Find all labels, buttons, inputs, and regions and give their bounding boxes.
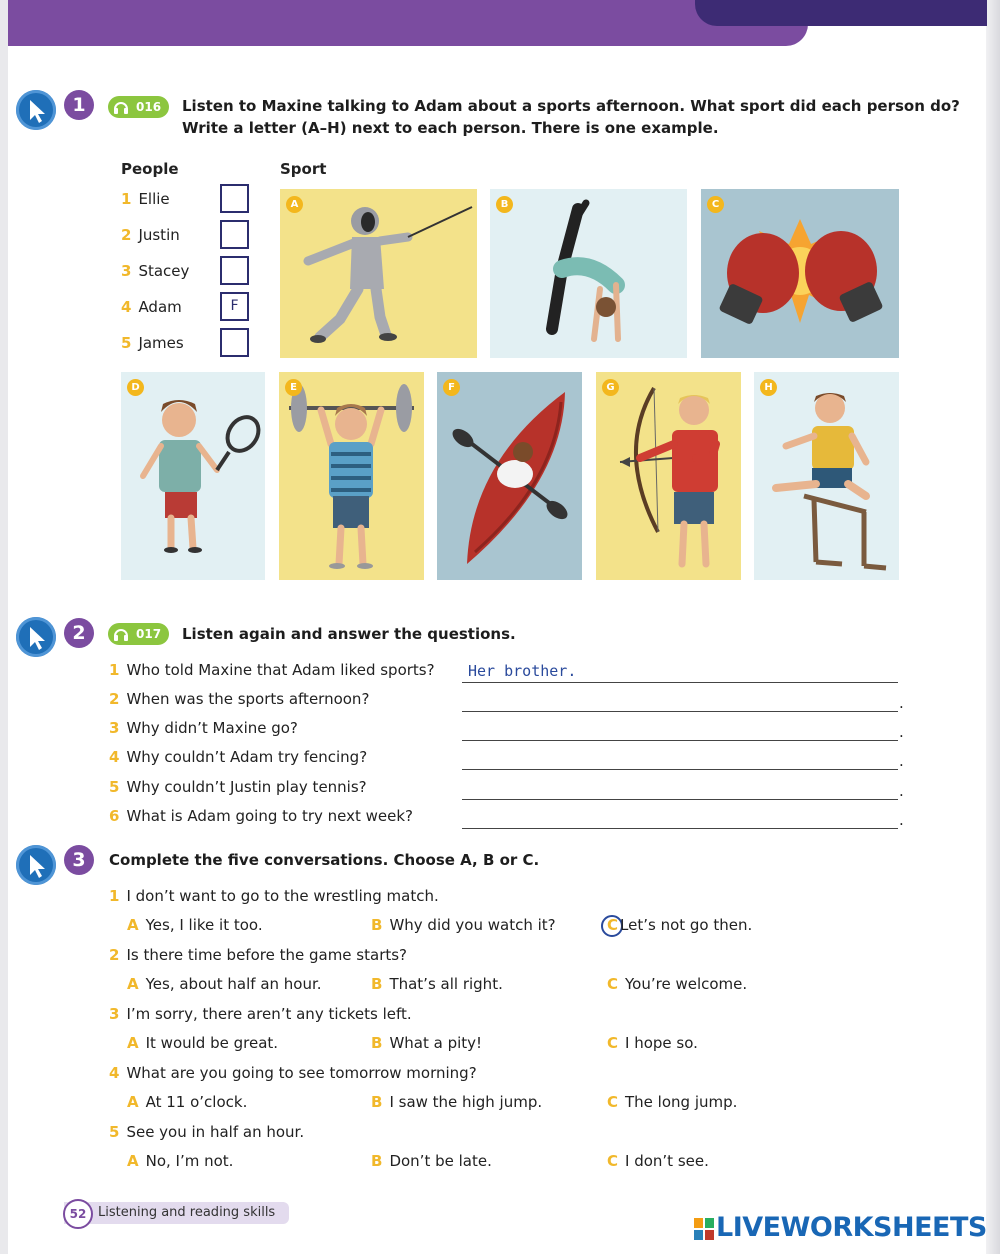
answer-box[interactable]	[220, 328, 249, 357]
option-text: I saw the high jump.	[389, 1093, 543, 1111]
item-number: 2	[121, 226, 132, 244]
kayaking-illustration	[437, 372, 582, 580]
option-text: Don’t be late.	[389, 1152, 492, 1170]
audio-track-badge[interactable]	[108, 623, 169, 645]
question-text: Why didn’t Maxine go?	[126, 719, 298, 737]
boxing-illustration	[701, 189, 899, 358]
option-a[interactable]	[127, 975, 322, 993]
exercise-number: 3	[64, 845, 94, 875]
brand-name[interactable]: LIVEWORKSHEETS	[716, 1212, 987, 1243]
question	[109, 778, 367, 796]
sport-card-boxing	[701, 189, 899, 358]
sport-card-kayaking	[437, 372, 582, 580]
end-mark: .	[899, 752, 904, 770]
sport-card-gymnastics	[490, 189, 687, 358]
question-text: What is Adam going to try next week?	[126, 807, 414, 825]
sport-card-archery	[596, 372, 741, 580]
fencing-illustration	[280, 189, 477, 358]
prompt-text: Is there time before the game starts?	[126, 946, 408, 964]
card-letter: G	[602, 379, 619, 396]
person-row	[121, 190, 170, 208]
option-letter: A	[127, 1093, 139, 1111]
option-b[interactable]	[371, 1152, 492, 1170]
question	[109, 719, 298, 737]
cursor-icon[interactable]	[16, 617, 56, 657]
answer-box[interactable]	[220, 220, 249, 249]
archery-illustration	[596, 372, 741, 580]
prompt-text: I don’t want to go to the wrestling match.	[126, 887, 439, 905]
question	[109, 661, 435, 679]
option-text: Yes, I like it too.	[145, 916, 263, 934]
card-letter: E	[285, 379, 302, 396]
conversation-prompt	[109, 1005, 412, 1023]
answer-line[interactable]	[462, 711, 898, 712]
option-text: Why did you watch it?	[389, 916, 556, 934]
item-number: 5	[109, 1123, 120, 1141]
option-text: I don’t see.	[625, 1152, 709, 1170]
person-row	[121, 334, 184, 352]
liveworksheets-logo-icon	[694, 1218, 714, 1240]
item-number: 3	[121, 262, 132, 280]
answer-line[interactable]	[462, 740, 898, 741]
item-number: 1	[109, 661, 120, 679]
tennis-illustration	[121, 372, 265, 580]
option-letter: C	[607, 1152, 619, 1170]
option-text: Let’s not go then.	[620, 916, 753, 934]
person-name: Justin	[138, 226, 180, 244]
option-letter: A	[127, 1152, 139, 1170]
option-text: At 11 o’clock.	[145, 1093, 248, 1111]
answer-box[interactable]	[220, 184, 249, 213]
sport-card-fencing	[280, 189, 477, 358]
question	[109, 807, 413, 825]
conversation-prompt	[109, 887, 439, 905]
card-letter: F	[443, 379, 460, 396]
option-c[interactable]	[607, 1152, 709, 1170]
answer-box-example: F	[220, 292, 249, 321]
question	[109, 690, 369, 708]
audio-track-number: 016	[136, 100, 162, 114]
option-b[interactable]	[371, 1034, 482, 1052]
option-letter: A	[127, 1034, 139, 1052]
option-a[interactable]	[127, 916, 263, 934]
person-name: Stacey	[138, 262, 190, 280]
headphones-icon	[112, 625, 130, 643]
end-mark: .	[899, 723, 904, 741]
card-letter: D	[127, 379, 144, 396]
item-number: 2	[109, 946, 120, 964]
option-text: No, I’m not.	[145, 1152, 234, 1170]
hurdles-illustration	[754, 372, 899, 580]
people-header: People	[121, 160, 179, 178]
person-row	[121, 226, 180, 244]
exercise-number: 2	[64, 618, 94, 648]
option-c-selected[interactable]	[607, 916, 752, 934]
option-a[interactable]	[127, 1093, 247, 1111]
person-name: James	[138, 334, 184, 352]
exercise-instruction	[182, 95, 960, 139]
option-letter: B	[371, 1152, 383, 1170]
card-letter: H	[760, 379, 777, 396]
cursor-icon[interactable]	[16, 90, 56, 130]
person-row	[121, 262, 189, 280]
item-number: 3	[109, 719, 120, 737]
option-b[interactable]	[371, 1093, 542, 1111]
answer-line[interactable]	[462, 682, 898, 683]
option-a[interactable]	[127, 1152, 233, 1170]
option-letter: B	[371, 916, 383, 934]
card-letter: B	[496, 196, 513, 213]
item-number: 3	[109, 1005, 120, 1023]
audio-track-number: 017	[136, 627, 162, 641]
option-text: That’s all right.	[389, 975, 503, 993]
option-letter: A	[127, 975, 139, 993]
answer-line[interactable]	[462, 799, 898, 800]
page-number: 52	[63, 1199, 93, 1229]
answer-box[interactable]	[220, 256, 249, 285]
item-number: 2	[109, 690, 120, 708]
exercise-instruction: Listen again and answer the questions.	[182, 625, 516, 643]
conversation-prompt	[109, 946, 407, 964]
option-c[interactable]	[607, 975, 747, 993]
option-c[interactable]	[607, 1034, 698, 1052]
person-name: Ellie	[138, 190, 170, 208]
item-number: 4	[109, 1064, 120, 1082]
option-letter: C	[607, 916, 619, 934]
weightlifting-illustration	[279, 372, 424, 580]
person-row	[121, 298, 182, 316]
sport-card-weightlifting	[279, 372, 424, 580]
question-text: Who told Maxine that Adam liked sports?	[126, 661, 435, 679]
option-text: It would be great.	[145, 1034, 279, 1052]
prompt-text: See you in half an hour.	[126, 1123, 305, 1141]
prompt-text: I’m sorry, there aren’t any tickets left.	[126, 1005, 412, 1023]
exercise-instruction: Complete the five conversations. Choose A, B or C.	[109, 851, 540, 869]
header-band	[8, 0, 808, 46]
option-b[interactable]	[371, 916, 556, 934]
question	[109, 748, 367, 766]
option-letter: B	[371, 1093, 383, 1111]
answer-line[interactable]	[462, 828, 898, 829]
option-letter: C	[607, 1093, 619, 1111]
gymnastics-illustration	[490, 189, 687, 358]
sport-card-tennis	[121, 372, 265, 580]
item-number: 6	[109, 807, 120, 825]
answer-text[interactable]: Her brother.	[468, 662, 577, 680]
option-letter: C	[607, 975, 619, 993]
option-letter: B	[371, 975, 383, 993]
headphones-icon	[112, 98, 130, 116]
item-number: 5	[121, 334, 132, 352]
card-letter: C	[707, 196, 724, 213]
option-letter: A	[127, 916, 139, 934]
option-text: Yes, about half an hour.	[145, 975, 322, 993]
item-number: 5	[109, 778, 120, 796]
section-label: Listening and reading skills	[64, 1202, 289, 1224]
question-text: Why couldn’t Adam try fencing?	[126, 748, 368, 766]
option-letter: B	[371, 1034, 383, 1052]
audio-track-badge[interactable]	[108, 96, 169, 118]
page-edge-right	[986, 0, 1000, 1254]
instruction-line: Listen to Maxine talking to Adam about a sports afternoon. What sport did each person do?	[182, 97, 960, 115]
option-letter: C	[607, 1034, 619, 1052]
conversation-prompt	[109, 1123, 304, 1141]
item-number: 1	[121, 190, 132, 208]
option-text: What a pity!	[389, 1034, 483, 1052]
item-number: 1	[109, 887, 120, 905]
option-c[interactable]	[607, 1093, 737, 1111]
question-text: Why couldn’t Justin play tennis?	[126, 778, 367, 796]
answer-line[interactable]	[462, 769, 898, 770]
option-text: The long jump.	[625, 1093, 738, 1111]
person-name: Adam	[138, 298, 182, 316]
cursor-icon[interactable]	[16, 845, 56, 885]
sport-header: Sport	[280, 160, 327, 178]
end-mark: .	[899, 782, 904, 800]
end-mark: .	[899, 694, 904, 712]
exercise-number: 1	[64, 90, 94, 120]
item-number: 4	[109, 748, 120, 766]
instruction-line: Write a letter (A–H) next to each person. There is one example.	[182, 119, 719, 137]
option-a[interactable]	[127, 1034, 278, 1052]
item-number: 4	[121, 298, 132, 316]
option-text: I hope so.	[625, 1034, 698, 1052]
header-band-accent	[695, 0, 987, 26]
question-text: When was the sports afternoon?	[126, 690, 370, 708]
sport-card-hurdles	[754, 372, 899, 580]
option-b[interactable]	[371, 975, 503, 993]
end-mark: .	[899, 811, 904, 829]
option-text: You’re welcome.	[625, 975, 748, 993]
conversation-prompt	[109, 1064, 477, 1082]
page-edge	[0, 0, 8, 1254]
prompt-text: What are you going to see tomorrow morning?	[126, 1064, 477, 1082]
card-letter: A	[286, 196, 303, 213]
